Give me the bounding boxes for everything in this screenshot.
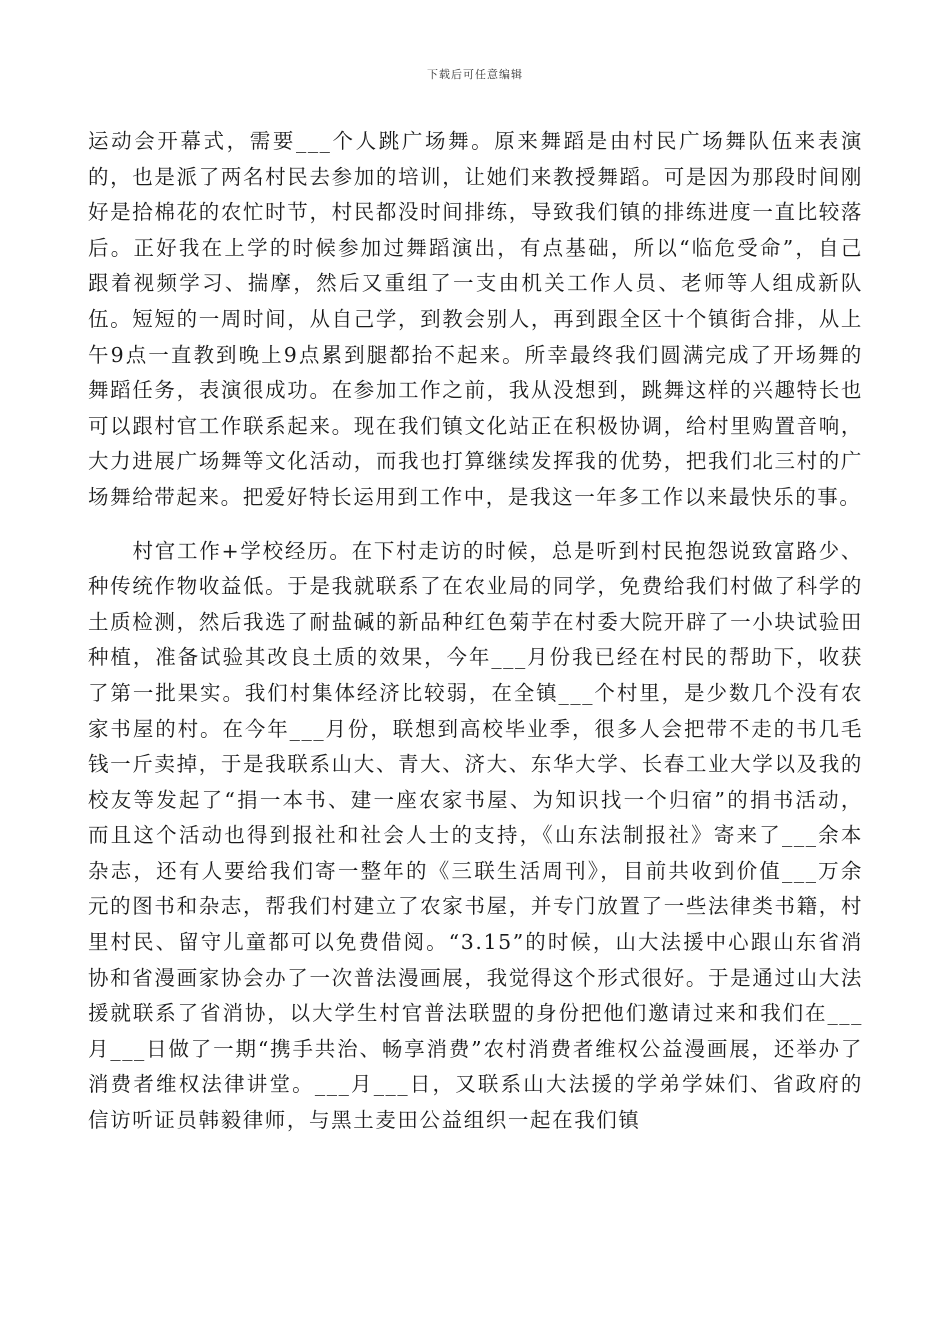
document-body [88,124,863,1139]
page-header: 下载后可任意编辑 [427,68,523,81]
paragraph-dance-performance: 运动会开幕式，需要___个人跳广场舞。原来舞蹈是由村民广场舞队伍来表演的，也是派了两名村民去参加的培训，让她们来教授舞蹈。可是因为那段时间刚好是拾棉花的农忙时节，村民都没时间排练，导致我们镇的排练进度一直比较落后。正好我在上学的时候参加过舞蹈演出，有点基础，所以“临危受命”，自己跟着视频学习、揣摩，然后又重组了一支由机关工作人员、老师等人组成新队伍。短短的一周时间，从自己学，到教会别人，再到跟全区十个镇街合排，从上午9点一直教到晚上9点累到腿都抬不起来。所幸最终我们圆满完成了开场舞的舞蹈任务，表演很成功。在参加工作之前，我从没想到，跳舞这样的兴趣特长也可以跟村官工作联系起来。现在我们镇文化站正在积极协调，给村里购置音响，大力进展广场舞等文化活动，而我也打算继续发挥我的优势，把我们北三村的广场舞给带起来。把爱好特长运用到工作中，是我这一年多工作以来最快乐的事。 [88,129,863,509]
paragraph-village-work: 村官工作+学校经历。在下村走访的时候，总是听到村民抱怨说致富路少、种传统作物收益低。于是我就联系了在农业局的同学，免费给我们村做了科学的土质检测，然后我选了耐盐碱的新品种红色菊芋在村委大院开辟了一小块试验田种植，准备试验其改良土质的效果，今年___月份我已经在村民的帮助下，收获了第一批果实。我们村集体经济比较弱，在全镇___个村里，是少数几个没有农家书屋的村。在今年___月份，联想到高校毕业季，很多人会把带不走的书几毛钱一斤卖掉，于是我联系山大、青大、济大、东华大学、长春工业大学以及我的校友等发起了“捐一本书、建一座农家书屋、为知识找一个归宿”的捐书活动，而且这个活动也得到报社和社会人士的支持，《山东法制报社》寄来了___余本杂志，还有人要给我们寄一整年的《三联生活周刊》，目前共收到价值___万余元的图书和杂志，帮我们村建立了农家书屋，并专门放置了一些法律类书籍，村里村民、留守儿童都可以免费借阅。“3.15”的时候，山大法援中心跟山东省消协和省漫画家协会办了一次普法漫画展，我觉得这个形式很好。于是通过山大法援就联系了省消协，以大学生村官普法联盟的身份把他们邀请过来和我们在___月___日做了一期“携手共治、畅享消费”农村消费者维权公益漫画展，还举办了消费者维权法律讲堂。___月___日，又联系山大法援的学弟学妹们、省政府的信访听证员韩毅律师，与黑土麦田公益组织一起在我们镇 [88,538,863,1133]
